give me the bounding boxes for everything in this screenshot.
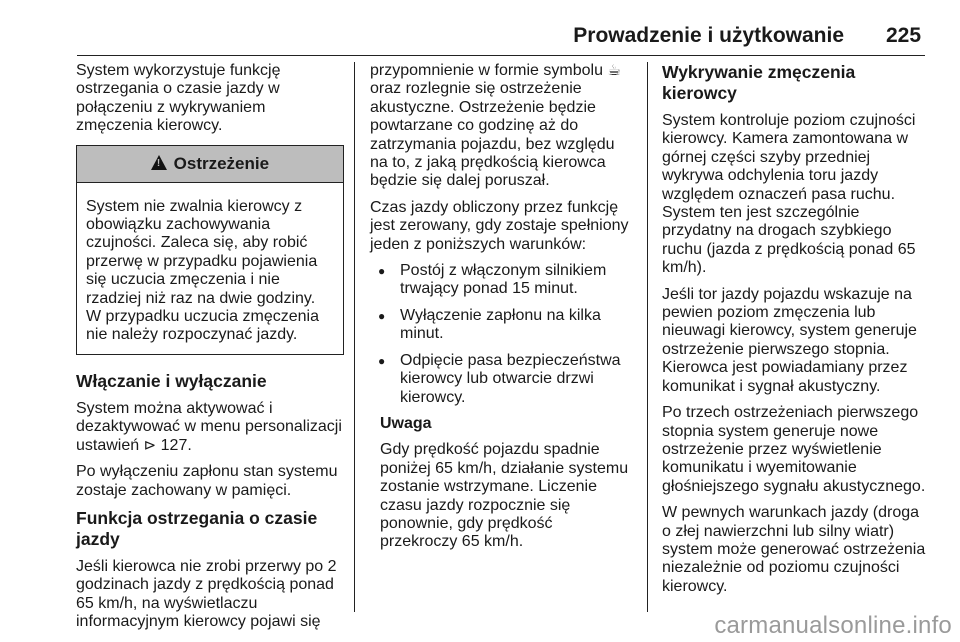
- paragraph-text: System można aktywować i dezaktywować w menu personalizacji ustawień: [76, 399, 342, 454]
- note-text: Gdy prędkość pojazdu spadnie poniżej 65 km/h, działanie systemu zostanie wstrzymane. Liczenie czasu jazdy rozpocznie się ponownie, gdy prędkość przekroczy 65 km/h.: [380, 441, 629, 551]
- paragraph-memory: Po wyłączeniu zapłonu stan systemu zostaje zachowany w pamięci.: [76, 463, 338, 499]
- note-block: [370, 415, 634, 552]
- paragraph-drive-timer: Jeśli kierowca nie zrobi przerwy po 2 godzinach jazdy z prędkością ponad 65 km/h, na wyświetlaczu informacyjnym kierowcy pojawi się: [76, 557, 337, 631]
- list-item: ● Odpięcie pasa bezpieczeństwa kierowcy lub otwarcie drzwi kierowcy.: [370, 352, 634, 407]
- page-title: Prowadzenie i użytkowanie: [573, 24, 844, 47]
- column-divider: [354, 62, 355, 612]
- paragraph: W pewnych warunkach jazdy (droga o złej nawierzchni lub silny wiatr) system może generować ostrzeżenia niezależnie od poziomu czujności kierowcy.: [662, 504, 926, 595]
- page-reference[interactable]: 127.: [160, 436, 192, 454]
- list-item: ● Wyłączenie zapłonu na kilka minut.: [370, 307, 634, 344]
- warning-title: Ostrzeżenie: [173, 153, 270, 173]
- reset-conditions-list: [370, 262, 634, 407]
- page-header: [0, 0, 960, 50]
- page-number: 225: [886, 24, 922, 47]
- watermark[interactable]: carmanualsonline.info: [714, 612, 952, 639]
- coffee-cup-icon: ☕: [607, 62, 621, 79]
- paragraph-reset: Czas jazdy obliczony przez funkcję jest zerowany, gdy zostaje spełniony jeden z poniższych warunków:: [370, 198, 629, 253]
- paragraph-on-off: [76, 400, 344, 455]
- warning-text: System nie zwalnia kierowcy z obowiązku zachowywania czujności. Zaleca się, aby robić przerwę w przypadku pojawienia się uczucia zmęczenia i nie rzadziej niż raz na dwie godziny. W przypadku uczucia zmęczenia nie należy rozpoczynać jazdy.: [86, 197, 319, 344]
- intro-paragraph: System wykorzystuje funkcję ostrzegania o czasie jazdy w połączeniu z wykrywaniem zmęczenia kierowcy.: [76, 62, 281, 135]
- column-2: [370, 62, 634, 560]
- header-divider: [77, 55, 925, 56]
- paragraph-text: oraz rozlegnie się ostrzeżenie akustyczne. Ostrzeżenie będzie powtarzane co godzinę aż do zatrzymania pojazdu, bez względu na to, z jaką prędkością kierowca będzie się dalej poruszał.: [370, 80, 615, 190]
- page-reference-arrow-icon: ⊳: [143, 436, 157, 454]
- paragraph: Po trzech ostrzeżeniach pierwszego stopnia system generuje nowe ostrzeżenie przez wyświetlenie komunikatu i wyemitowanie głośniejszego sygnału akustycznego.: [662, 404, 926, 495]
- paragraph-reminder: [370, 62, 634, 191]
- paragraph-text: przypomnienie w formie symbolu: [370, 62, 603, 79]
- warning-box: [76, 145, 344, 355]
- heading-fatigue-detection: Wykrywanie zmęczenia kierowcy: [662, 62, 856, 103]
- paragraph: Jeśli tor jazdy pojazdu wskazuje na pewien poziom zmęczenia lub nieuwagi kierowcy, system generuje ostrzeżenie pierwszego stopnia. Kierowca jest powiadamiany przez komunikat i sygnał akustyczny.: [662, 285, 917, 395]
- list-item: ● Postój z włączonym silnikiem trwający ponad 15 minut.: [370, 262, 634, 299]
- page-footer: [0, 612, 960, 642]
- column-1: [76, 62, 344, 640]
- warning-triangle-icon: !: [151, 155, 167, 170]
- column-3: [662, 62, 928, 604]
- column-divider: [647, 62, 648, 612]
- heading-on-off: Włączanie i wyłączanie: [76, 370, 267, 391]
- warning-header: [77, 146, 343, 183]
- paragraph: System kontroluje poziom czujności kierowcy. Kamera zamontowana w górnej części szyby przedniej wykrywa odchylenia toru jazdy względem oznaczeń pasa ruchu. System ten jest szczególnie przydatny na drogach szybkiego ruchu (jazda z prędkością ponad 65 km/h).: [662, 112, 916, 277]
- heading-drive-timer: Funkcja ostrzegania o czasie jazdy: [76, 507, 318, 549]
- note-title: Uwaga: [380, 414, 432, 432]
